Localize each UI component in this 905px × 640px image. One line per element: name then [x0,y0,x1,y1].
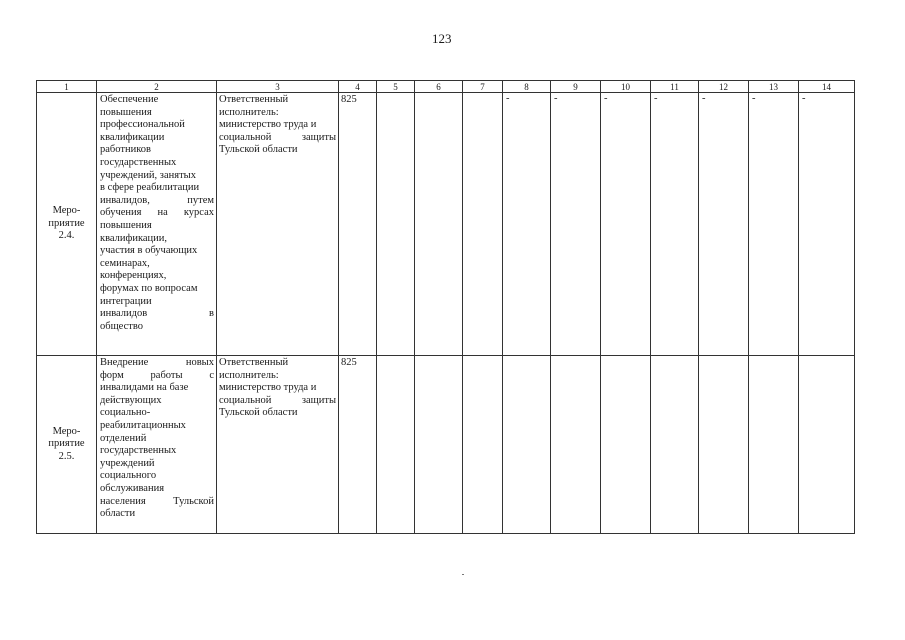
row-col-9 [551,356,601,534]
header-col-7: 7 [463,81,503,93]
header-col-11: 11 [651,81,699,93]
row-description: Обеспечение повышения профессиональной квалификации работников государственных учреждений, занятых в сфере реабилитации инвалидов, путем обучения на курсах повышения квалификации, участия в обучающих семинарах, конференциях, форумах по вопросам интеграции инвалидов в общество [97,93,217,356]
row-col-8: - [503,93,551,356]
row-col-14 [799,356,855,534]
table-row [37,93,855,356]
row-col-6 [415,93,463,356]
row-description: Внедрение новых форм работы с инвалидами на базе действующих социально- реабилитационных отделений государственных учреждений социального обслуживания населения Тульской области [97,356,217,534]
header-col-10: 10 [601,81,651,93]
header-col-13: 13 [749,81,799,93]
header-col-2: 2 [97,81,217,93]
page-number: 123 [432,31,452,46]
program-table [36,80,855,534]
header-col-14: 14 [799,81,855,93]
header-row [37,81,855,93]
scan-speck [462,574,464,575]
row-executor: Ответственный исполнитель: министерство труда и социальной защиты Тульской области [217,93,339,356]
row-col-13 [749,356,799,534]
row-label: Меро- приятие 2.5. [37,356,97,534]
header-col-4: 4 [339,81,377,93]
row-col-10: - [601,93,651,356]
row-col-13: - [749,93,799,356]
row-col-5 [377,93,415,356]
row-col-14: - [799,93,855,356]
row-col-4: 825 [339,93,377,356]
header-col-6: 6 [415,81,463,93]
row-col-10 [601,356,651,534]
row-col-9: - [551,93,601,356]
row-col-7 [463,93,503,356]
header-col-8: 8 [503,81,551,93]
row-col-11: - [651,93,699,356]
header-col-12: 12 [699,81,749,93]
header-col-3: 3 [217,81,339,93]
header-col-5: 5 [377,81,415,93]
header-col-1: 1 [37,81,97,93]
header-col-9: 9 [551,81,601,93]
row-col-6 [415,356,463,534]
row-executor: Ответственный исполнитель: министерство труда и социальной защиты Тульской области [217,356,339,534]
row-col-11 [651,356,699,534]
row-col-12 [699,356,749,534]
row-col-4: 825 [339,356,377,534]
row-label: Меро- приятие 2.4. [37,93,97,356]
table-row [37,356,855,534]
row-col-8 [503,356,551,534]
row-col-7 [463,356,503,534]
row-col-12: - [699,93,749,356]
row-col-5 [377,356,415,534]
